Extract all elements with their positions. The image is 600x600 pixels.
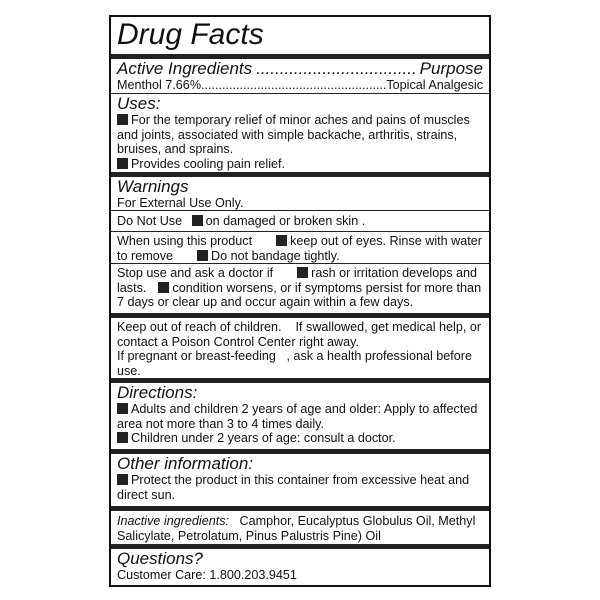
uses-section — [111, 94, 489, 177]
when-using-section: When using this product keep out of eyes. Rinse with water to remove Do not bandage tightly. — [111, 232, 489, 264]
bullet-square-icon — [117, 432, 128, 443]
keep-out-section: Keep out of reach of children. If swallowed, get medical help, or contact a Poison Control Center right away. If pregnant or breast-feeding , ask a health professional before use. — [111, 318, 489, 383]
warnings-section — [111, 177, 489, 211]
dot-leader — [201, 78, 386, 93]
drug-facts-label — [109, 15, 491, 587]
bullet-square-icon — [117, 158, 128, 169]
active-purpose: Topical Analgesic — [386, 78, 483, 92]
other-information-heading: Other information: — [117, 454, 254, 473]
other-information-section — [111, 454, 489, 511]
bullet-square-icon — [158, 282, 169, 293]
questions-heading: Questions? — [117, 549, 203, 568]
label-title: Drug Facts — [111, 17, 489, 59]
bullet-square-icon — [297, 267, 308, 278]
direction-item: Adults and children 2 years of age and older: Apply to affected area not more than 3 to 4 times daily. — [117, 402, 478, 431]
questions-section — [111, 549, 489, 585]
bullet-square-icon — [117, 403, 128, 414]
bullet-square-icon — [197, 250, 208, 261]
stop-use-section: Stop use and ask a doctor if rash or irritation develops and lasts. condition worsens, or if symptoms persist for more than 7 days or clear up and occur again within a few days. — [111, 264, 489, 318]
active-ingredients-heading: Active Ingredients — [117, 59, 253, 78]
bullet-square-icon — [192, 215, 203, 226]
warnings-heading: Warnings — [117, 177, 189, 196]
directions-section — [111, 383, 489, 454]
use-item: Provides cooling pain relief. — [117, 157, 483, 172]
uses-heading: Uses: — [117, 94, 161, 113]
inactive-ingredients-section: Inactive ingredients: Camphor, Eucalyptus Globulus Oil, Methyl Salicylate, Petrolatum, Pinus Palustris Pine) Oil — [111, 511, 489, 549]
dot-leader — [256, 60, 416, 78]
other-item: Protect the product in this container from excessive heat and direct sun. — [117, 473, 470, 502]
active-ingredients-section — [111, 59, 489, 94]
active-ingredient: Menthol 7.66% — [117, 78, 202, 92]
directions-heading: Directions: — [117, 383, 198, 402]
do-not-use-section: Do Not Use on damaged or broken skin . — [111, 211, 489, 232]
bullet-square-icon — [117, 474, 128, 485]
use-item: For the temporary relief of minor aches and pains of muscles and joints, associated with simple backache, arthritis, strains, bruises, and sprains. — [117, 113, 470, 157]
external-use-text: For External Use Only. — [117, 196, 244, 210]
purpose-heading: Purpose — [419, 59, 483, 78]
bullet-square-icon — [117, 114, 128, 125]
customer-care-phone: Customer Care: 1.800.203.9451 — [117, 568, 297, 582]
direction-item: Children under 2 years of age: consult a doctor. — [117, 431, 483, 446]
bullet-square-icon — [276, 235, 287, 246]
